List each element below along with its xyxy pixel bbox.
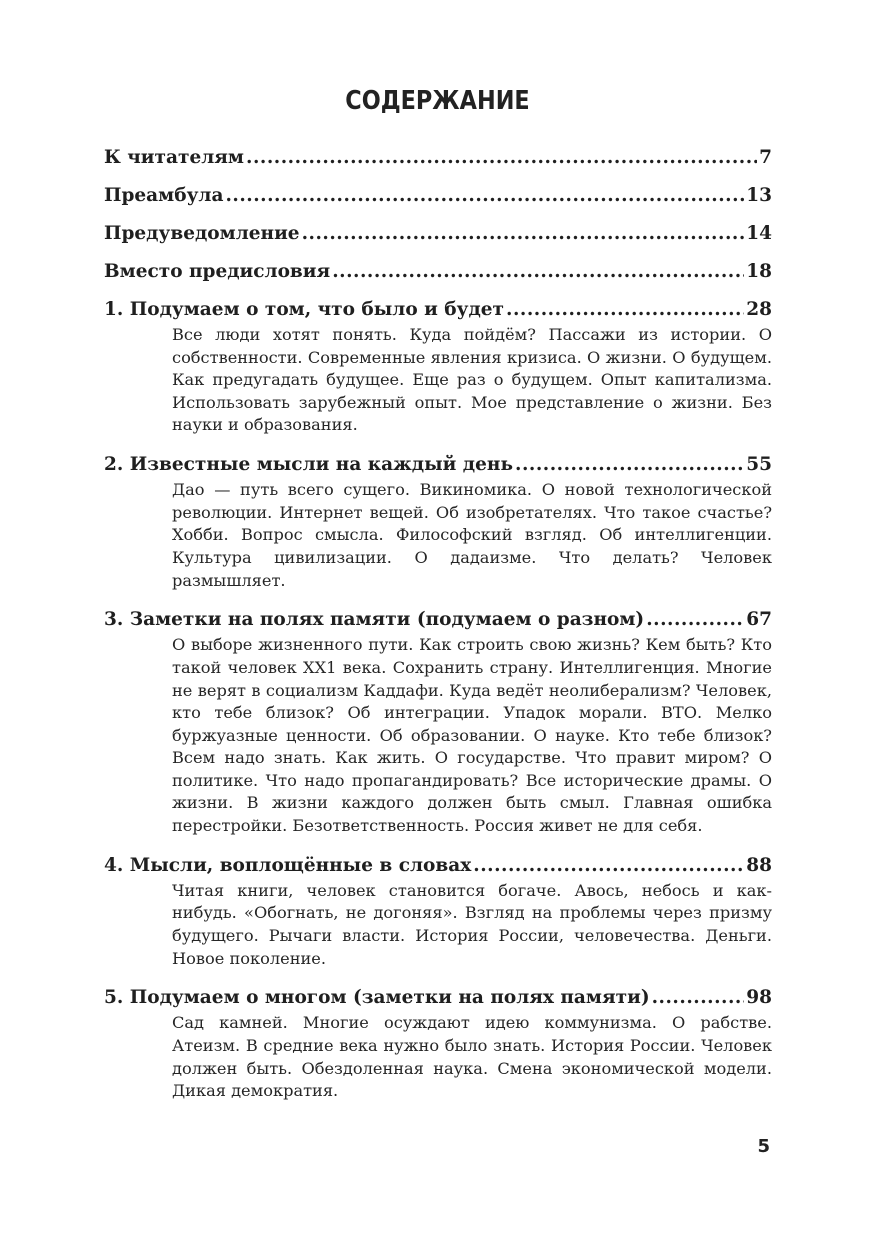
toc-entry-readers [104, 146, 772, 172]
page-title: СОДЕРЖАНИЕ [345, 86, 530, 116]
dot-leader [302, 222, 745, 246]
toc-chapter-heading [104, 608, 772, 634]
toc-chapter-2 [104, 453, 772, 592]
toc-chapter-4 [104, 854, 772, 970]
dot-leader [246, 146, 757, 170]
dot-leader [646, 608, 744, 632]
toc-chapter-description: Дао — путь всего сущего. Викиномика. О новой технологической революции. Интернет вещей. Об изобретателях. Что такое счастье? Хобби. Вопрос смысла. Философский взгляд. Об интеллигенции. Культура цивилизации. О дадаизме. Что делать? Человек размышляет. [172, 480, 772, 590]
toc-chapter-heading [104, 986, 772, 1012]
toc-chapter-description: Все люди хотят понять. Куда пойдём? Пассажи из истории. О собственности. Современные явления кризиса. О жизни. О будущем. Как предугадать будущее. Еще раз о будущем. Опыт капитализма. Использовать зарубежный опыт. Мое представление о жизни. Без науки и образования. [172, 325, 772, 435]
toc-entry-page: 14 [746, 223, 772, 244]
toc-entry-preamble [104, 184, 772, 210]
toc-entry-title: 4. Мысли, воплощённые в словах [104, 854, 472, 876]
dot-leader [506, 298, 744, 322]
toc-entry-notice [104, 222, 772, 248]
toc-entry-title: 3. Заметки на полях памяти (подумаем о разном) [104, 609, 645, 631]
toc-entry-title: К читателям [104, 147, 244, 168]
toc-entry-title: Предуведомление [104, 223, 300, 244]
toc-entry-page: 7 [759, 147, 772, 168]
dot-leader [332, 260, 744, 284]
toc-chapter-description: Сад камней. Многие осуждают идею коммунизма. О рабстве. Атеизм. В средние века нужно было знать. История России. Человек должен быть. Обездоленная наука. Смена экономической модели. Дикая демократия. [172, 1013, 772, 1101]
toc-entry-title: Преамбула [104, 185, 224, 206]
toc-entry-page: 28 [746, 299, 772, 320]
toc-chapter-description: О выборе жизненного пути. Как строить свою жизнь? Кем быть? Кто такой человек ХХ1 века. Сохранить страну. Интеллигенция. Многие не верят в социализм Каддафи. Куда ведёт неолиберализм? Человек, кто тебе близок? Об интеграции. Упадок морали. ВТО. Мелко буржуазные ценности. Об образовании. О науке. Кто тебе близок? Всем надо знать. Как жить. О государстве. Что правит миром? О политике. Что надо пропагандировать? Все исторические драмы. О жизни. В жизни каждого должен быть смыл. Главная ошибка перестройки. Безответственность. Россия живет не для себя. [172, 635, 772, 836]
toc-entry-instead-of-preface [104, 260, 772, 286]
toc-entry-page: 18 [746, 261, 772, 282]
toc-chapter-description: Читая книги, человек становится богаче. Авось, небось и как-нибудь. «Обогнать, не догоняя». Взгляд на проблемы через призму будущего. Рычаги власти. История России, человечества. Деньги. Новое поколение. [172, 880, 772, 968]
toc-entry-page: 67 [746, 609, 772, 631]
toc-chapter-heading [104, 854, 772, 880]
toc-chapter-heading [104, 298, 772, 324]
toc-entry-title: 5. Подумаем о многом (заметки на полях памяти) [104, 987, 650, 1009]
toc-entry-page: 98 [746, 987, 772, 1009]
toc-chapter-1 [104, 298, 772, 437]
toc-entry-page: 13 [746, 185, 772, 206]
dot-leader [652, 986, 745, 1010]
table-of-contents [104, 146, 772, 1119]
toc-entry-page: 88 [746, 854, 772, 876]
toc-entry-title: 1. Подумаем о том, что было и будет [104, 299, 505, 320]
dot-leader [473, 854, 744, 878]
toc-chapter-heading [104, 453, 772, 479]
dot-leader [225, 184, 744, 208]
page-number: 5 [757, 1136, 770, 1157]
toc-entry-page: 55 [746, 454, 772, 476]
dot-leader [515, 453, 744, 477]
toc-chapter-3 [104, 608, 772, 837]
toc-entry-title: Вместо предисловия [104, 261, 331, 282]
toc-entry-title: 2. Известные мысли на каждый день [104, 454, 514, 476]
toc-chapter-5 [104, 986, 772, 1102]
